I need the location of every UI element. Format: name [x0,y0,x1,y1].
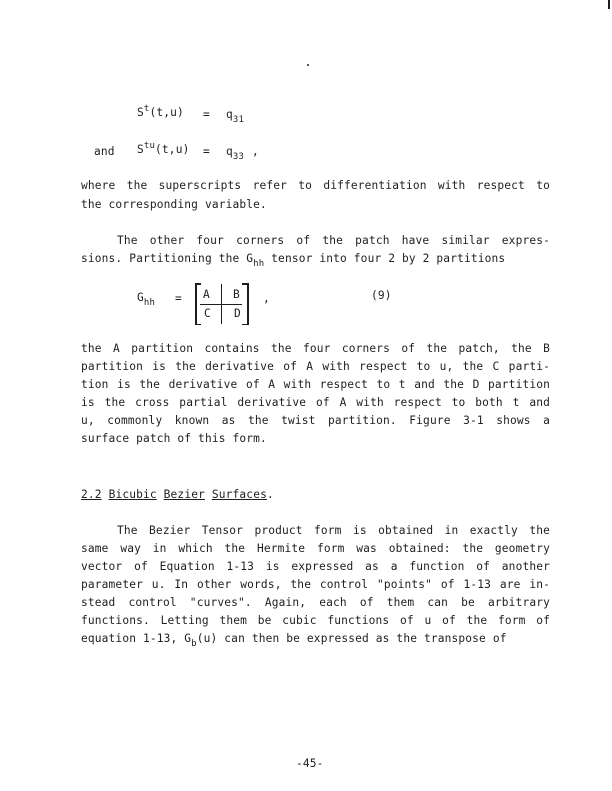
eq1-equals: = [203,108,210,121]
para2-line2-pre: sions. Partitioning the G [81,252,254,265]
eq2-rhs-base: q [226,145,233,158]
para2-line-2 [81,252,550,269]
para1-line-2: the corresponding variable. [81,198,267,211]
para2-line2-post: tensor into four 2 by 2 partitions [264,252,506,265]
eq1-rhs-base: q [226,108,233,121]
equation-s-t [137,106,184,119]
scan-mark-corner [608,0,610,9]
matrix-cell-b: B [233,288,240,301]
para3-line-6: surface patch of this form. [81,432,267,445]
right-bracket-bottom [242,324,248,326]
para4-last-post: (u) can then be expressed as the transpose of [196,632,507,645]
para3-line-2: partition is the derivative of A with respect to u, the C parti- [81,360,550,373]
right-bracket-vertical [247,283,249,325]
para4-line-2: same way in which the Hermite form was obtained: the geometry [81,542,550,555]
matrix-lhs-base: G [137,291,144,304]
matrix-lhs-sub: hh [143,298,156,308]
matrix-lhs [137,291,156,308]
eq2-rhs-sub: 33 [232,152,245,162]
para4-line-6: functions. Letting them be cubic functions of u of the form of [81,614,550,627]
eq2-lhs-args: (t,u) [155,143,190,156]
matrix-trail: , [263,292,270,305]
para3-line-1: the A partition contains the four corners of the patch, the B [81,342,550,355]
eq2-lhs-sup: tu [143,141,156,151]
eq1-lhs-base: S [137,106,144,119]
matrix-divider-horizontal [200,304,242,305]
eq1-lhs-args: (t,u) [149,106,184,119]
section-title-word-3: Surfaces [211,488,267,501]
para4-line-7 [81,632,550,649]
eq1-lhs-sup: t [143,104,150,114]
right-bracket-top [242,283,248,285]
matrix-cell-d: D [234,307,241,320]
equation-number: (9) [371,289,392,302]
matrix-cell-a: A [203,288,210,301]
matrix-cell-c: C [204,307,211,320]
para2-line-1: The other four corners of the patch have similar expres- [117,234,550,247]
eq1-rhs-sub: 31 [232,115,245,125]
eq2-rhs [226,145,259,162]
left-bracket-top [195,283,201,285]
para3-line-4: is the cross partial derivative of A with respect to both t and [81,396,550,409]
eq2-lhs-base: S [137,143,144,156]
scan-dot [307,64,309,66]
para4-line-4: parameter u. In other words, the control "points" of 1-13 are in- [81,578,550,591]
para3-line-3: tion is the derivative of A with respect to t and the D partition [81,378,550,391]
left-bracket-bottom [195,324,201,326]
section-end: . [266,488,274,501]
eq2-lead: and [94,145,115,158]
section-title-word-2: Bezier [163,488,205,501]
partition-matrix [195,283,251,325]
section-heading [81,488,274,501]
page-number: -45- [296,757,324,770]
left-bracket-vertical [195,283,197,325]
para4-last-pre: equation 1-13, G [81,632,192,645]
para4-line-1: The Bezier Tensor product form is obtained in exactly the [117,524,550,537]
equation-s-tu [137,143,189,156]
para4-line-3: vector of Equation 1-13 is expressed as a function of another [81,560,550,573]
para2-line2-sub: hh [253,259,265,269]
para4-last-sub: b [191,639,197,649]
section-number: 2.2 [81,488,102,501]
para1-line-1: where the superscripts refer to differentiation with respect to [81,179,550,192]
eq2-equals: = [203,145,210,158]
eq2-trail: , [252,145,259,158]
section-title-word-1: Bicubic [108,488,157,501]
para4-line-5: stead control "curves". Again, each of them can be arbitrary [81,596,550,609]
matrix-equals: = [175,292,182,305]
para3-line-5: u, commonly known as the twist partition. Figure 3-1 shows a [81,414,550,427]
eq1-rhs [226,108,245,125]
